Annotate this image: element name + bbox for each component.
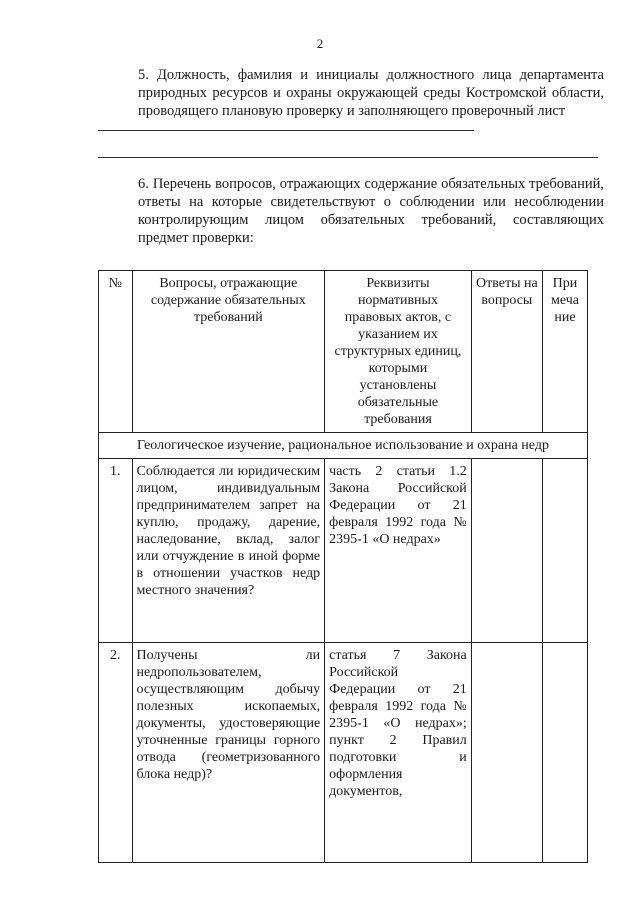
- row-requisite: статья 7 Закона Российской Федерации от 21 февраля 1992 года № 2395-1 «О недрах»; пункт 2 Правил подготовки и оформления документов,: [325, 643, 472, 863]
- row-number: 2.: [99, 643, 133, 863]
- row-requisite: часть 2 статьи 1.2 Закона Российской Федерации от 21 февраля 1992 года № 2395-1 «О недрах»: [325, 459, 472, 643]
- fill-in-line-2: [98, 157, 598, 158]
- fill-in-line-1: [98, 130, 474, 131]
- table-row: [99, 459, 588, 643]
- checklist-table: [98, 270, 588, 863]
- row-note-cell[interactable]: [542, 459, 587, 643]
- row-answer-cell[interactable]: [471, 643, 542, 863]
- header-num: №: [99, 271, 133, 433]
- header-requisites: Реквизиты нормативных правовых актов, с указанием их структурных единиц, которыми установлены обязательные требования: [325, 271, 472, 433]
- table-row: [99, 643, 588, 863]
- paragraph-6-text: 6. Перечень вопросов, отражающих содержание обязательных требований, ответы на которые свидетельствуют о соблюдении или несоблюдении контролирующим лицом обязательных требований, составляющих предмет проверки:: [138, 176, 604, 246]
- section-row: [99, 433, 588, 459]
- header-questions: Вопросы, отражающие содержание обязательных требований: [132, 271, 325, 433]
- header-notes: При меча ние: [542, 271, 587, 433]
- paragraph-5-text: 5. Должность, фамилия и инициалы должностного лица департамента природных ресурсов и охраны окружающей среды Костромской области, проводящего плановую проверку и заполняющего проверочный лист: [138, 67, 604, 119]
- row-question: Соблюдается ли юридическим лицом, индивидуальным предпринимателем запрет на куплю, продажу, дарение, наследование, вклад, залог или отчуждение в иной форме в отношении участков недр местного значения?: [132, 459, 325, 643]
- row-number: 1.: [99, 459, 133, 643]
- row-note-cell[interactable]: [542, 643, 587, 863]
- row-answer-cell[interactable]: [471, 459, 542, 643]
- header-answers: Ответы на вопросы: [471, 271, 542, 433]
- table-header-row: [99, 271, 588, 433]
- section-title: Геологическое изучение, рациональное использование и охрана недр: [99, 433, 588, 459]
- page-number: 2: [316, 36, 324, 51]
- paragraph-5: [98, 66, 604, 120]
- paragraph-6: [98, 175, 604, 247]
- row-question: Получены ли недропользователем, осуществляющим добычу полезных ископаемых, документы, удостоверяющие уточненные границы горного отвода (геометризованного блока недр)?: [132, 643, 325, 863]
